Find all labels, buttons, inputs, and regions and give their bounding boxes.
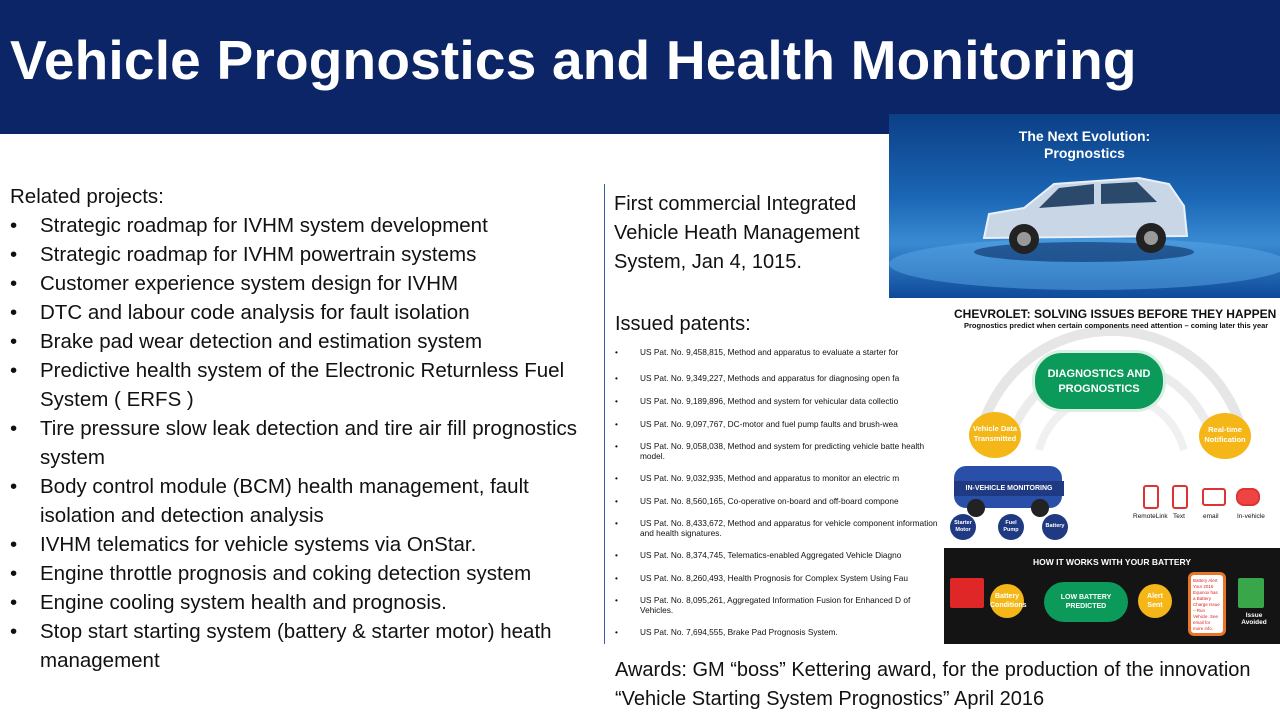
chevrolet-infographic [944, 300, 1280, 548]
alert-sent-step: Alert Sent [1138, 584, 1172, 618]
list-item: • US Pat. No. 8,095,261, Aggregated Information Fusion for Enhanced D of Vehicles. [615, 595, 945, 615]
fuel-pump-badge: Fuel Pump [998, 514, 1024, 540]
list-item: • Customer experience system design for IVHM [10, 269, 595, 298]
battery-flow-heading: HOW IT WORKS WITH YOUR BATTERY [1032, 557, 1192, 567]
notification-bubble: Real-time Notification [1199, 413, 1251, 459]
list-item: • Stop start starting system (battery & starter motor) heath management [10, 617, 595, 675]
list-item: • US Pat. No. 9,032,935, Method and apparatus to monitor an electric m [615, 473, 945, 483]
email-icon [1202, 488, 1226, 506]
car-icon [1236, 488, 1260, 506]
related-projects-list [10, 211, 595, 675]
phone-icon [1172, 485, 1188, 509]
list-item: • US Pat. No. 8,433,672, Method and apparatus for vehicle component information and health signatures. [615, 518, 945, 538]
list-item: • Strategic roadmap for IVHM system development [10, 211, 595, 240]
page-title: Vehicle Prognostics and Health Monitoring [10, 29, 1137, 91]
channel-label: In-vehicle [1237, 513, 1265, 520]
data-transmitted-bubble: Vehicle Data Transmitted [969, 412, 1021, 458]
list-item: • Brake pad wear detection and estimation system [10, 327, 595, 356]
list-item: • Predictive health system of the Electronic Returnless Fuel System ( ERFS ) [10, 356, 595, 414]
phone-alert-icon: Battery Alert Your 2016 Equinox has a Battery Charge Issue – Run Vehicle. See email for more info. [1188, 572, 1226, 636]
related-projects-heading: Related projects: [10, 185, 164, 208]
image-caption: The Next Evolution: Prognostics [1018, 128, 1151, 161]
list-item: • US Pat. No. 7,694,555, Brake Pad Prognosis System. [615, 627, 945, 637]
list-item: • Body control module (BCM) health management, fault isolation and detection analysis [10, 472, 595, 530]
list-item: • US Pat. No. 9,349,227, Methods and apparatus for diagnosing open fa [615, 373, 945, 383]
car-illustration [889, 114, 1280, 298]
prognostics-car-image [889, 114, 1280, 298]
list-item: • US Pat. No. 9,189,896, Method and system for vehicular data collectio [615, 396, 945, 406]
starter-motor-badge: Starter Motor [950, 514, 976, 540]
battery-ok-icon [1238, 578, 1264, 608]
battery-badge: Battery [1042, 514, 1068, 540]
battery-flow-image [944, 548, 1280, 644]
list-item: • US Pat. No. 8,374,745, Telematics-enabled Aggregated Vehicle Diagno [615, 550, 945, 560]
list-item: • DTC and labour code analysis for fault isolation [10, 298, 595, 327]
list-item: • IVHM telematics for vehicle systems via OnStar. [10, 530, 595, 559]
list-item: • Tire pressure slow leak detection and tire air fill prognostics system [10, 414, 595, 472]
list-item: • Engine throttle prognosis and coking detection system [10, 559, 595, 588]
list-item: • US Pat. No. 9,097,767, DC-motor and fuel pump faults and brush-wea [615, 419, 945, 429]
patents-list [615, 347, 945, 647]
battery-low-icon [950, 578, 984, 608]
battery-conditions-step: Battery Conditions [990, 584, 1024, 618]
channel-label: email [1203, 513, 1219, 520]
first-commercial-note: First commercial Integrated Vehicle Heath Management System, Jan 4, 1015. [614, 193, 860, 273]
phone-icon [1143, 485, 1159, 509]
patents-heading: Issued patents: [615, 313, 751, 335]
channel-label: RemoteLink [1133, 513, 1168, 520]
issue-avoided-label: Issue Avoided [1241, 612, 1267, 626]
list-item: • US Pat. No. 9,458,815, Method and apparatus to evaluate a starter for [615, 347, 945, 357]
list-item: • Engine cooling system health and prognosis. [10, 588, 595, 617]
low-battery-predicted-step: LOW BATTERY PREDICTED [1044, 582, 1128, 622]
infographic-subheading: Prognostics predict when certain components need attention – coming later this year [964, 321, 1269, 330]
awards-note: Awards: GM “boss” Kettering award, for the production of the innovation “Vehicle Starting System Prognostics” April 2016 [615, 659, 1251, 710]
column-divider [604, 184, 605, 644]
in-vehicle-monitoring-label: IN-VEHICLE MONITORING [954, 481, 1064, 496]
infographic-heading: CHEVROLET: SOLVING ISSUES BEFORE THEY HAPPEN [954, 307, 1277, 321]
related-projects [10, 182, 595, 675]
diagnostics-cloud: DIAGNOSTICS AND PROGNOSTICS [1032, 350, 1166, 412]
list-item: • US Pat. No. 8,560,165, Co-operative on-board and off-board compone [615, 496, 945, 506]
channel-label: Text [1173, 513, 1185, 520]
list-item: • Strategic roadmap for IVHM powertrain systems [10, 240, 595, 269]
list-item: • US Pat. No. 8,260,493, Health Prognosis for Complex System Using Fau [615, 573, 945, 583]
list-item: • US Pat. No. 9,058,038, Method and system for predicting vehicle batte health model. [615, 441, 945, 461]
